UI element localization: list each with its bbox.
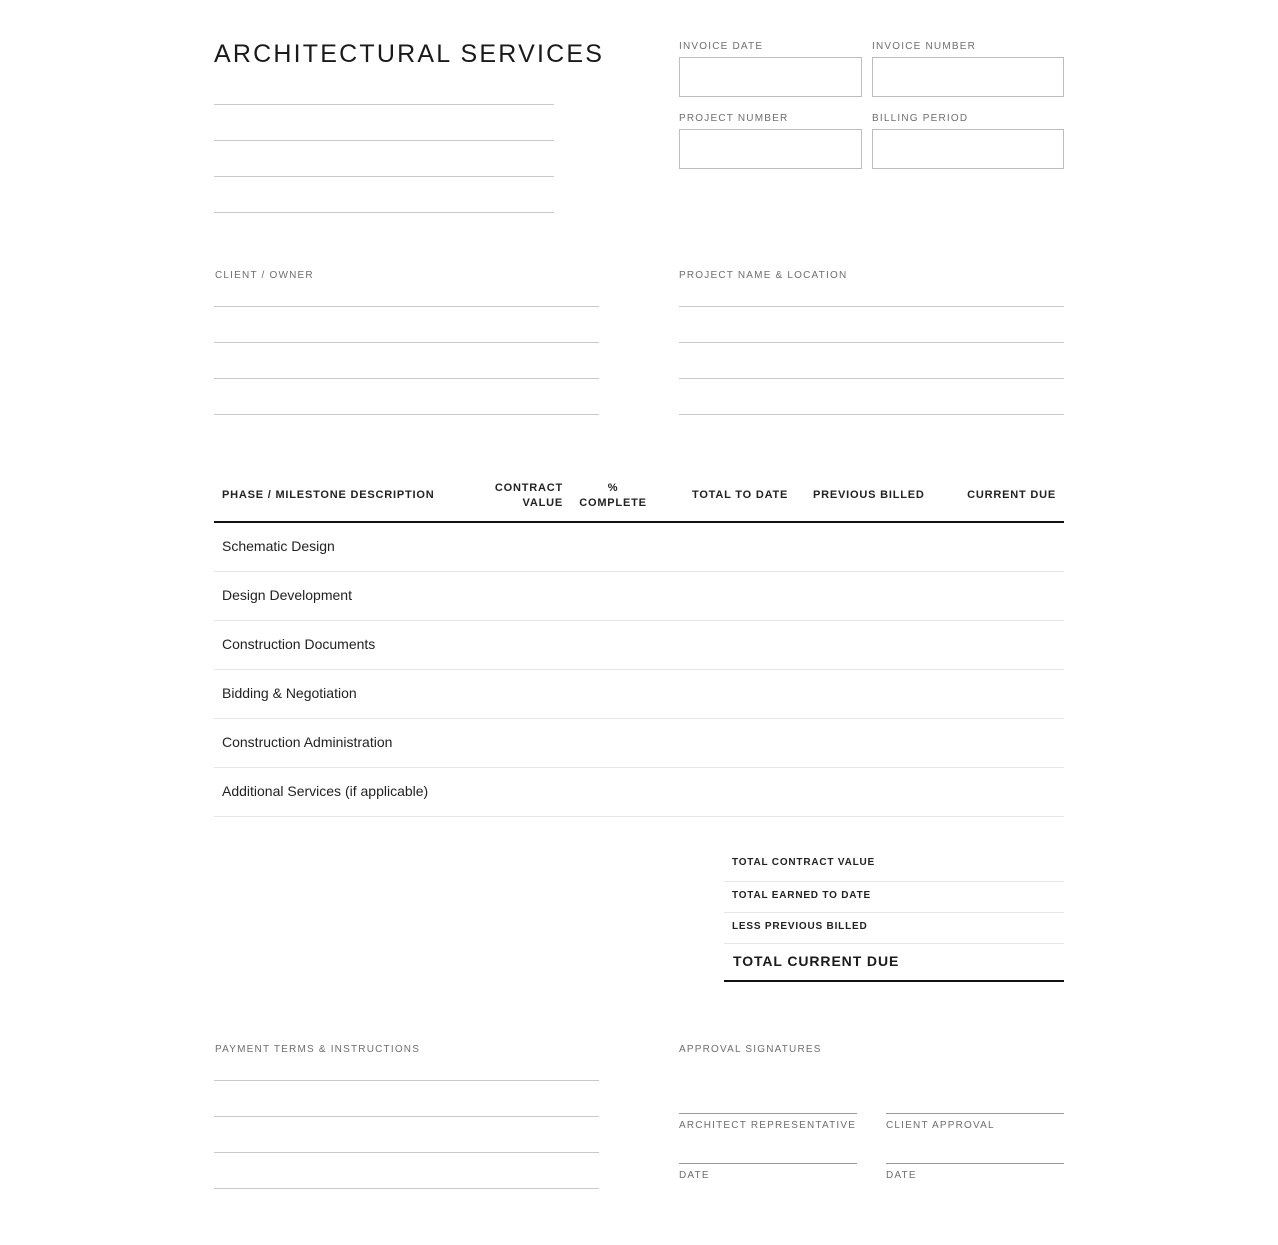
client-line[interactable] bbox=[214, 306, 599, 307]
project-line[interactable] bbox=[679, 306, 1064, 307]
project-line[interactable] bbox=[679, 414, 1064, 415]
architect-date-line[interactable] bbox=[679, 1163, 857, 1164]
architect-representative-label: ARCHITECT REPRESENTATIVE bbox=[679, 1120, 857, 1131]
row-divider bbox=[214, 669, 1064, 670]
invoice-number-field[interactable] bbox=[872, 57, 1064, 97]
firm-address-line[interactable] bbox=[214, 176, 554, 177]
payment-terms-line[interactable] bbox=[214, 1080, 599, 1081]
col-header-total-to-date: TOTAL TO DATE bbox=[692, 489, 789, 501]
billing-period-field[interactable] bbox=[872, 129, 1064, 169]
client-approval-label: CLIENT APPROVAL bbox=[886, 1120, 995, 1131]
billing-period-label: BILLING PERIOD bbox=[872, 113, 969, 124]
table-row: Bidding & Negotiation bbox=[222, 685, 357, 701]
architect-signature-line[interactable] bbox=[679, 1113, 857, 1114]
page-title: ARCHITECTURAL SERVICES bbox=[214, 40, 605, 68]
col-header-previous-billed: PREVIOUS BILLED bbox=[813, 489, 925, 501]
client-date-line[interactable] bbox=[886, 1163, 1064, 1164]
invoice-date-field[interactable] bbox=[679, 57, 862, 97]
approval-signatures-label: APPROVAL SIGNATURES bbox=[679, 1044, 822, 1055]
table-header-rule bbox=[214, 521, 1064, 523]
table-row: Schematic Design bbox=[222, 538, 335, 554]
row-divider bbox=[214, 571, 1064, 572]
client-line[interactable] bbox=[214, 378, 599, 379]
summary-total-contract-value: TOTAL CONTRACT VALUE bbox=[732, 857, 876, 868]
payment-terms-label: PAYMENT TERMS & INSTRUCTIONS bbox=[215, 1044, 421, 1055]
payment-terms-line[interactable] bbox=[214, 1152, 599, 1153]
col-header-percent-complete bbox=[573, 481, 653, 511]
summary-divider bbox=[724, 881, 1064, 882]
col-header-contract-value-line1: CONTRACT bbox=[494, 482, 563, 494]
col-header-contract-value bbox=[480, 481, 563, 511]
summary-divider bbox=[724, 912, 1064, 913]
invoice-number-label: INVOICE NUMBER bbox=[872, 41, 977, 52]
col-header-contract-value-line2: VALUE bbox=[522, 497, 563, 509]
table-row: Design Development bbox=[222, 587, 352, 603]
col-header-current-due: CURRENT DUE bbox=[967, 489, 1056, 501]
invoice-date-label: INVOICE DATE bbox=[679, 41, 764, 52]
table-row: Additional Services (if applicable) bbox=[222, 783, 429, 799]
project-line[interactable] bbox=[679, 342, 1064, 343]
client-date-label: DATE bbox=[886, 1170, 917, 1181]
summary-divider bbox=[724, 943, 1064, 944]
col-header-percent-line2: COMPLETE bbox=[579, 497, 647, 509]
payment-terms-line[interactable] bbox=[214, 1116, 599, 1117]
row-divider bbox=[214, 718, 1064, 719]
row-divider bbox=[214, 620, 1064, 621]
firm-address-line[interactable] bbox=[214, 212, 554, 213]
client-line[interactable] bbox=[214, 414, 599, 415]
project-number-field[interactable] bbox=[679, 129, 862, 169]
summary-less-previous: LESS PREVIOUS BILLED bbox=[732, 921, 868, 932]
table-row: Construction Administration bbox=[222, 734, 393, 750]
firm-address-line[interactable] bbox=[214, 140, 554, 141]
row-divider bbox=[214, 767, 1064, 768]
col-header-percent-line1: % bbox=[607, 482, 619, 494]
client-owner-label: CLIENT / OWNER bbox=[215, 270, 314, 281]
summary-total-current-due: TOTAL CURRENT DUE bbox=[733, 953, 900, 969]
project-name-label: PROJECT NAME & LOCATION bbox=[679, 270, 848, 281]
summary-total-earned: TOTAL EARNED TO DATE bbox=[732, 890, 871, 901]
summary-total-rule bbox=[724, 980, 1064, 982]
project-line[interactable] bbox=[679, 378, 1064, 379]
payment-terms-line[interactable] bbox=[214, 1188, 599, 1189]
row-divider bbox=[214, 816, 1064, 817]
client-line[interactable] bbox=[214, 342, 599, 343]
client-signature-line[interactable] bbox=[886, 1113, 1064, 1114]
project-number-label: PROJECT NUMBER bbox=[679, 113, 789, 124]
table-row: Construction Documents bbox=[222, 636, 376, 652]
firm-address-line[interactable] bbox=[214, 104, 554, 105]
col-header-description: PHASE / MILESTONE DESCRIPTION bbox=[222, 489, 435, 501]
architect-date-label: DATE bbox=[679, 1170, 710, 1181]
